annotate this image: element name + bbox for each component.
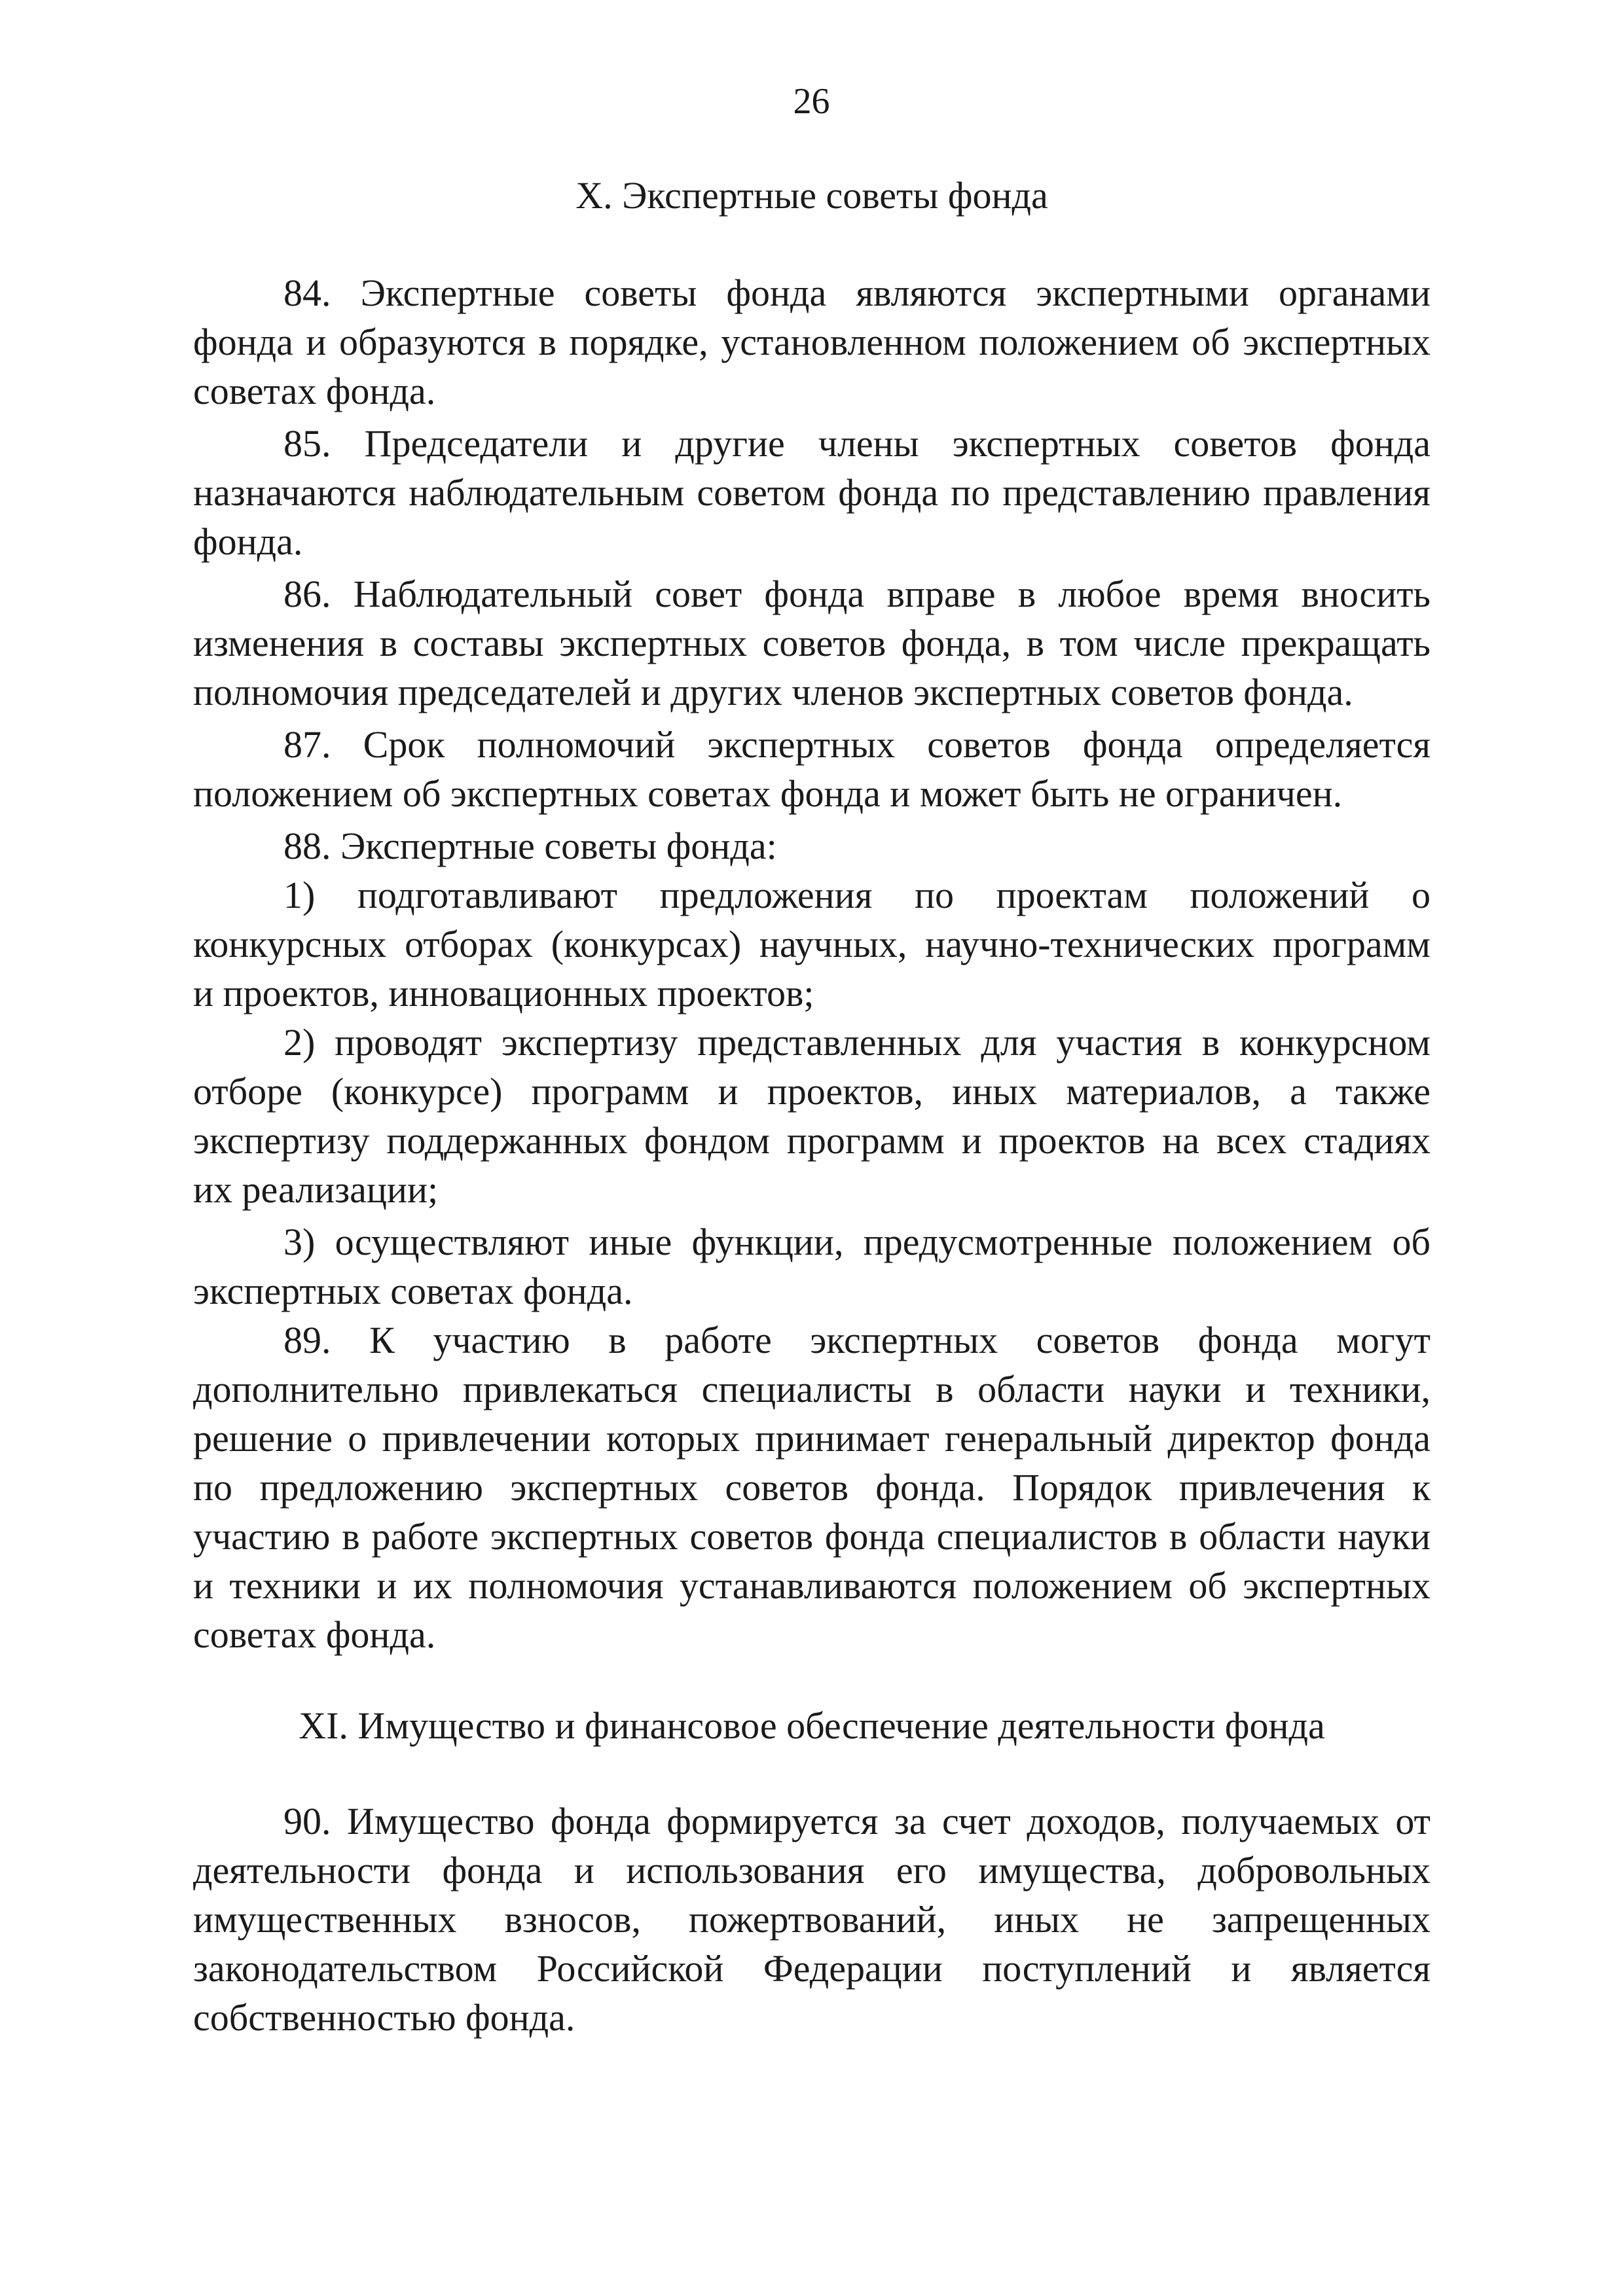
- section_xi-paragraph-1-line-4: законодательством Российской Федерации поступлений и является: [193, 1947, 1431, 1990]
- section_x-paragraph-2-line-1: [193, 419, 1431, 468]
- section_x-paragraph-2-line-3: фонда.: [193, 520, 303, 563]
- section_xi-paragraph-1-line-2: деятельности фонда и использования его имущества, добровольных: [193, 1849, 1431, 1892]
- section_x-paragraph-7-line-2: отборе (конкурсе) программ и проектов, иных материалов, а также: [193, 1070, 1431, 1113]
- section_xi-paragraph-1-line-1: [193, 1797, 1431, 1846]
- section_x-paragraph-1-line-3: советах фонда.: [193, 370, 436, 412]
- paragraph-first-line-text: 86. Наблюдательный совет фонда вправе в любое время вносить: [283, 573, 1431, 615]
- paragraph-first-line-text: 2) проводят экспертизу представленных для участия в конкурсном: [283, 1021, 1431, 1064]
- section_x-paragraph-9-line-2: дополнительно привлекаться специалисты в области науки и техники,: [193, 1368, 1431, 1410]
- section_x-paragraph-5-line-1: [193, 821, 1431, 870]
- paragraph-first-line-text: 90. Имущество фонда формируется за счет доходов, получаемых от: [283, 1800, 1431, 1842]
- section_xi-paragraph-1-line-5: собственностью фонда.: [193, 1996, 575, 2039]
- section_x-paragraph-4-line-2: положением об экспертных советах фонда и может быть не ограничен.: [193, 772, 1343, 815]
- section_x-paragraph-7-line-1: [193, 1018, 1431, 1067]
- section_x-paragraph-2-line-2: назначаются наблюдательным советом фонда по представлению правления: [193, 471, 1431, 514]
- paragraph-first-line-text: 89. К участию в работе экспертных советов фонда могут: [283, 1319, 1431, 1361]
- section_x-paragraph-6-line-3: и проектов, инновационных проектов;: [193, 972, 814, 1014]
- section_x-paragraph-6-line-2: конкурсных отборах (конкурсах) научных, научно-технических программ: [193, 923, 1431, 965]
- section_x-paragraph-1-line-1: [193, 268, 1431, 317]
- section_x-paragraph-9-line-7: советах фонда.: [193, 1613, 436, 1656]
- paragraph-first-line-text: 85. Председатели и другие члены экспертных советов фонда: [283, 422, 1431, 465]
- section_x-paragraph-9-line-4: по предложению экспертных советов фонда. Порядок привлечения к: [193, 1466, 1431, 1509]
- page-number: 26: [793, 81, 830, 122]
- section_x-paragraph-9-line-1: [193, 1316, 1431, 1365]
- section_x-paragraph-8-line-1: [193, 1217, 1431, 1266]
- section-heading-x: X. Экспертные советы фонда: [575, 174, 1048, 217]
- section_x-paragraph-1-line-2: фонда и образуются в порядке, установленном положением об экспертных: [193, 321, 1431, 363]
- section_x-paragraph-9-line-5: участию в работе экспертных советов фонда специалистов в области науки: [193, 1515, 1431, 1558]
- paragraph-first-line-text: 1) подготавливают предложения по проектам положений о: [283, 874, 1431, 916]
- section_x-paragraph-7-line-4: их реализации;: [193, 1168, 439, 1211]
- paragraph-first-line-text: 3) осуществляют иные функции, предусмотренные положением об: [283, 1221, 1431, 1263]
- section_x-paragraph-3-line-3: полномочия председателей и других членов экспертных советов фонда.: [193, 671, 1353, 713]
- paragraph-first-line-text: 87. Срок полномочий экспертных советов фонда определяется: [283, 723, 1431, 766]
- paragraph-first-line-text: 88. Экспертные советы фонда:: [283, 825, 777, 867]
- section_xi-paragraph-1-line-3: имущественных взносов, пожертвований, иных не запрещенных: [193, 1898, 1431, 1941]
- section_x-paragraph-3-line-2: изменения в составы экспертных советов фонда, в том числе прекращать: [193, 622, 1431, 664]
- section_x-paragraph-3-line-1: [193, 569, 1431, 619]
- section_x-paragraph-9-line-6: и техники и их полномочия устанавливаются положением об экспертных: [193, 1564, 1431, 1607]
- paragraph-first-line-text: 84. Экспертные советы фонда являются экспертными органами: [283, 272, 1431, 314]
- section_x-paragraph-8-line-2: экспертных советах фонда.: [193, 1270, 633, 1312]
- section_x-paragraph-4-line-1: [193, 720, 1431, 769]
- section_x-paragraph-6-line-1: [193, 870, 1431, 920]
- section_x-paragraph-7-line-3: экспертизу поддержанных фондом программ и проектов на всех стадиях: [193, 1119, 1431, 1162]
- section-heading-xi: XI. Имущество и финансовое обеспечение деятельности фонда: [299, 1704, 1325, 1747]
- section_x-paragraph-9-line-3: решение о привлечении которых принимает генеральный директор фонда: [193, 1417, 1431, 1460]
